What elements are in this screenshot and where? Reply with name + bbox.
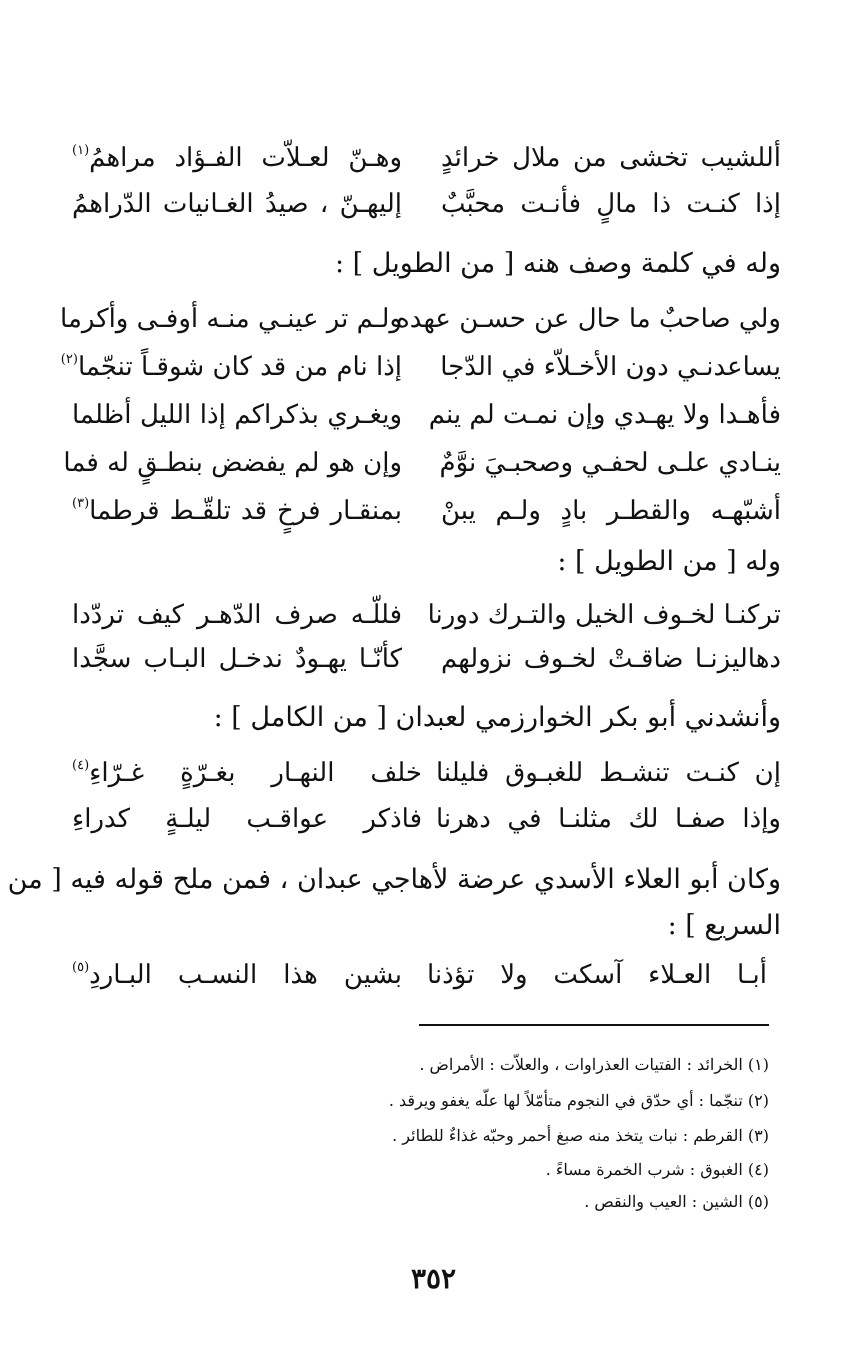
verse-line: [72, 748, 781, 798]
verse-second-text: خلف النهـار بغـرّةٍ غـرّاءِ: [89, 758, 422, 788]
verse-second-hemistich: [60, 342, 402, 392]
verse-first-hemistich: فأهـدا ولا يهـدي وإن نمـت لم ينم: [428, 400, 781, 430]
paragraph-text: السريع ] :: [667, 910, 781, 941]
verse-first-hemistich: تركنـا لخـوف الخيل والتـرك دورنا: [427, 600, 781, 630]
footnote: (١) الخرائد : الفتيات العذراوات ، والعلاّت : الأمراض .: [419, 1055, 769, 1074]
verse-line: [63, 438, 781, 488]
footnote: (٤) الغبوق : شرب الخمرة مساءً .: [545, 1160, 769, 1179]
verse-second-hemistich: [72, 748, 422, 798]
verse-first-hemistich: أشبّهـه والقطـر بادٍ ولـم يبنْ: [441, 496, 781, 526]
verse-first-hemistich: إن كنـت تنشـط للغبـوق فليلنا: [436, 758, 781, 788]
section-heading: وأنشدني أبو بكر الخوارزمي لعبدان [ من الكامل ] :: [213, 702, 781, 733]
verse-second-hemistich: إليهـنّ ، صيدُ الغـانيات الدّراهمُ: [72, 189, 402, 219]
verse-first-hemistich: يساعدنـي دون الأخـلاّء في الدّجا: [440, 352, 781, 382]
footnote: (٥) الشين : العيب والنقص .: [584, 1192, 769, 1211]
verse-line: [72, 179, 781, 229]
verse-second-text: بمنقـار فرخٍ قد تلقّـط قرطما: [89, 496, 402, 526]
verse-line: [72, 486, 781, 536]
verse-second-hemistich: [72, 133, 402, 183]
footnote-ref: (٥): [72, 960, 90, 975]
verse-line: [72, 133, 781, 183]
verse-line: [60, 294, 781, 344]
verse-first-hemistich: ولي صاحبٌ ما حال عن حسـن عهده: [396, 304, 781, 334]
verse-first-hemistich: وإذا صفـا لك مثلنـا في دهرنا: [436, 804, 781, 834]
verse-first-hemistich: أللشيب تخشى من ملال خرائدٍ: [441, 143, 781, 173]
verse-second-hemistich: فللّـه صرف الدّهـر كيف تردّدا: [72, 600, 402, 630]
footnote-ref: (١): [72, 143, 90, 158]
verse-first-hemistich: دهاليزنـا ضاقـتْ لخـوف نزولهم: [441, 644, 781, 674]
verse-first-hemistich: ينـادي علـى لحفـي وصحبـيَ نوَّمٌ: [439, 448, 781, 478]
footnote-ref: (٤): [72, 758, 90, 773]
section-heading: وله في كلمة وصف هنه [ من الطويل ] :: [334, 248, 781, 279]
verse-line: [60, 342, 781, 392]
verse-second-hemistich: ويغـري بذكراكم إذا الليل أظلما: [72, 400, 402, 430]
verse-line: [72, 950, 767, 1000]
verse-second-text: إذا نام من قد كان شوقـاً تنجّما: [77, 352, 402, 382]
verse-line: [72, 794, 781, 844]
footnote: (٢) تنجّما : أي حدّق في النجوم متأمّلاً لها علّه يغفو ويرقد .: [388, 1091, 769, 1110]
verse-line: [72, 590, 781, 640]
verse-first-hemistich: إذا كنـت ذا مالٍ فأنـت محبَّبٌ: [441, 189, 781, 219]
verse-second-text: بشين هذا النسـب البـاردِ: [89, 960, 402, 990]
verse-second-hemistich: وإن هو لم يفضض بنطـقٍ له فما: [63, 448, 402, 478]
footnote-divider: [419, 1024, 769, 1026]
verse-line: [72, 634, 781, 684]
verse-second-hemistich: [72, 486, 402, 536]
verse-second-hemistich: فاذكر عواقـب ليلـةٍ كدراءِ: [72, 804, 422, 834]
verse-second-hemistich: [72, 950, 402, 1000]
footnote: (٣) القرطم : نبات يتخذ منه صبغ أحمر وحبّه غذاءٌ للطائر .: [392, 1126, 769, 1145]
footnote-ref: (٣): [72, 496, 90, 511]
paragraph-text: وكان أبو العلاء الأسدي عرضة لأهاجي عبدان ، فمن ملح قوله فيه [ من: [7, 864, 781, 895]
page-number: ٣٥٢: [410, 1262, 457, 1295]
footnote-ref: (٢): [60, 352, 78, 367]
section-heading: وله [ من الطويل ] :: [557, 546, 781, 577]
verse-second-hemistich: كأنّـا يهـودٌ ندخـل البـاب سجَّدا: [72, 644, 402, 674]
verse-first-hemistich: أبـا العـلاء آسكت ولا تؤذنا: [427, 960, 767, 990]
verse-second-text: وهـنّ لعـلاّت الفـؤاد مراهمُ: [89, 143, 402, 173]
verse-line: [72, 390, 781, 440]
verse-second-hemistich: ولـم تر عينـي منـه أوفـى وأكرما: [60, 304, 402, 334]
